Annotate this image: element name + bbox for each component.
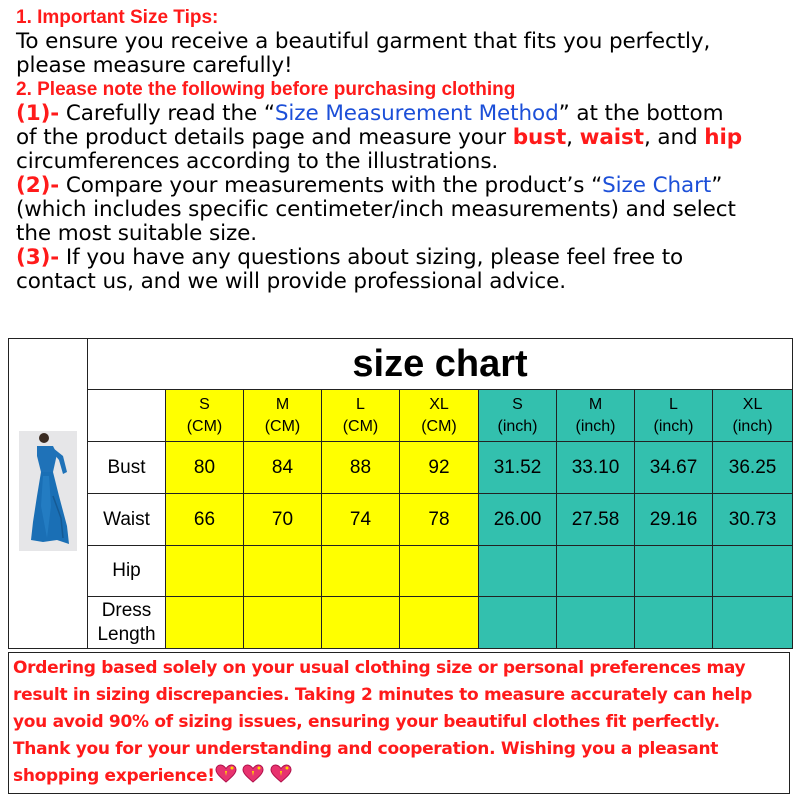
word-waist: waist <box>579 125 644 150</box>
table-cell: 29.16 <box>635 494 713 546</box>
table-cell: 66 <box>166 494 244 546</box>
intro-line-2: please measure carefully! <box>16 53 293 78</box>
table-cell <box>635 597 713 649</box>
table-cell: 33.10 <box>557 442 635 494</box>
comma: , <box>566 125 580 150</box>
size-label: M <box>588 395 603 413</box>
hearts-group <box>215 764 292 793</box>
size-chart-table <box>8 338 793 649</box>
unit-label: (inch) <box>497 417 538 435</box>
table-cell <box>400 597 479 649</box>
table-cell <box>322 597 400 649</box>
size-label: XL <box>742 395 763 413</box>
note-line-2: result in sizing discrepancies. Taking 2 minutes to measure accurately can help <box>13 685 752 705</box>
note-line-5 <box>13 763 789 793</box>
table-row-bust <box>9 442 793 494</box>
unit-label: (CM) <box>264 417 301 435</box>
row-label-bust: Bust <box>88 442 166 494</box>
size-label: XL <box>429 395 449 413</box>
col-header-xl-cm <box>400 390 479 442</box>
word-bust: bust <box>512 125 567 150</box>
intro-line-1: To ensure you receive a beautiful garment that fits you perfectly, <box>16 29 711 54</box>
table-cell <box>322 546 400 597</box>
col-header-m-cm <box>244 390 322 442</box>
table-cell <box>557 597 635 649</box>
table-cell: 26.00 <box>479 494 557 546</box>
word-hip: hip <box>704 125 743 150</box>
tips-heading-2: 2. Please note the following before purchasing clothing <box>16 79 516 100</box>
table-cell: 80 <box>166 442 244 494</box>
step-1-text-a: Carefully read the “ <box>59 101 275 126</box>
unit-label: (CM) <box>186 417 223 435</box>
table-cell <box>713 597 793 649</box>
sparkling-heart-icon <box>270 764 292 784</box>
size-label: L <box>356 395 365 413</box>
table-cell: 88 <box>322 442 400 494</box>
row-label-line-2: Length <box>97 623 156 645</box>
row-label-dress-length <box>88 597 166 649</box>
step-1-text-b: ” at the bottom <box>558 101 724 126</box>
row-label-hip: Hip <box>88 546 166 597</box>
size-chart-link: Size Chart <box>602 173 712 198</box>
size-label: L <box>669 395 678 413</box>
table-row-waist <box>9 494 793 546</box>
step-2-line-3: the most suitable size. <box>16 221 257 246</box>
step-3-text-a: If you have any questions about sizing, please feel free to <box>59 245 684 270</box>
table-cell <box>166 546 244 597</box>
unit-label: (inch) <box>653 417 694 435</box>
step-2-text-a: Compare your measurements with the product’s “ <box>59 173 603 198</box>
col-header-l-inch <box>635 390 713 442</box>
size-header-row <box>9 390 793 442</box>
table-cell <box>713 546 793 597</box>
step-2-text-b: ” <box>711 173 723 198</box>
col-header-s-cm <box>166 390 244 442</box>
col-header-xl-inch <box>713 390 793 442</box>
unit-label: (inch) <box>732 417 773 435</box>
unit-label: (CM) <box>421 417 457 435</box>
note-line-4: Thank you for your understanding and cooperation. Wishing you a pleasant <box>13 739 719 759</box>
step-1-line-1 <box>16 102 792 126</box>
table-cell <box>635 546 713 597</box>
step-1-text-c: of the product details page and measure your <box>16 125 513 150</box>
table-cell: 92 <box>400 442 479 494</box>
table-cell <box>400 546 479 597</box>
col-header-m-inch <box>557 390 635 442</box>
unit-label: (inch) <box>575 417 616 435</box>
size-tips <box>16 6 792 294</box>
row-label-line-1: Dress <box>101 599 152 621</box>
sparkling-heart-icon <box>215 764 237 784</box>
table-cell <box>479 546 557 597</box>
blue-dress-photo <box>13 366 83 616</box>
row-label-waist: Waist <box>88 494 166 546</box>
note-line-3: you avoid 90% of sizing issues, ensuring your beautiful clothes fit perfectly. <box>13 712 720 732</box>
sizing-note <box>8 652 790 794</box>
sparkling-heart-icon <box>242 764 264 784</box>
note-line-1: Ordering based solely on your usual clothing size or personal preferences may <box>13 658 746 678</box>
table-row-dress-length <box>9 597 793 649</box>
step-1-line-3: circumferences according to the illustrations. <box>16 149 499 174</box>
corner-cell <box>88 390 166 442</box>
tips-heading-1: 1. Important Size Tips: <box>16 7 219 28</box>
table-cell <box>557 546 635 597</box>
table-cell: 78 <box>400 494 479 546</box>
table-cell <box>479 597 557 649</box>
step-3-line-2: contact us, and we will provide professional advice. <box>16 269 566 294</box>
table-row-hip <box>9 546 793 597</box>
col-header-s-inch <box>479 390 557 442</box>
step-2-number: (2)- <box>16 173 60 198</box>
step-2-line-1 <box>16 174 792 198</box>
step-3-line-1 <box>16 246 792 270</box>
step-2-line-2: (which includes specific centimeter/inch measurements) and select <box>16 197 736 222</box>
unit-label: (CM) <box>342 417 379 435</box>
size-measurement-method-link: Size Measurement Method <box>274 101 559 126</box>
step-1-line-2 <box>16 126 792 150</box>
table-cell: 27.58 <box>557 494 635 546</box>
step-1-number: (1)- <box>16 101 60 126</box>
size-label: M <box>275 395 290 413</box>
note-line-5-text: shopping experience! <box>13 766 215 786</box>
table-cell: 70 <box>244 494 322 546</box>
table-cell: 36.25 <box>713 442 793 494</box>
size-chart-title: size chart <box>88 339 793 390</box>
and-text: , and <box>643 125 705 150</box>
table-cell: 34.67 <box>635 442 713 494</box>
table-cell <box>244 597 322 649</box>
table-cell: 74 <box>322 494 400 546</box>
size-label: S <box>199 395 210 413</box>
table-cell: 84 <box>244 442 322 494</box>
table-cell: 30.73 <box>713 494 793 546</box>
table-cell <box>166 597 244 649</box>
table-cell: 31.52 <box>479 442 557 494</box>
step-3-number: (3)- <box>16 245 60 270</box>
table-cell <box>244 546 322 597</box>
size-label: S <box>512 395 523 413</box>
col-header-l-cm <box>322 390 400 442</box>
product-image-cell <box>9 339 88 649</box>
